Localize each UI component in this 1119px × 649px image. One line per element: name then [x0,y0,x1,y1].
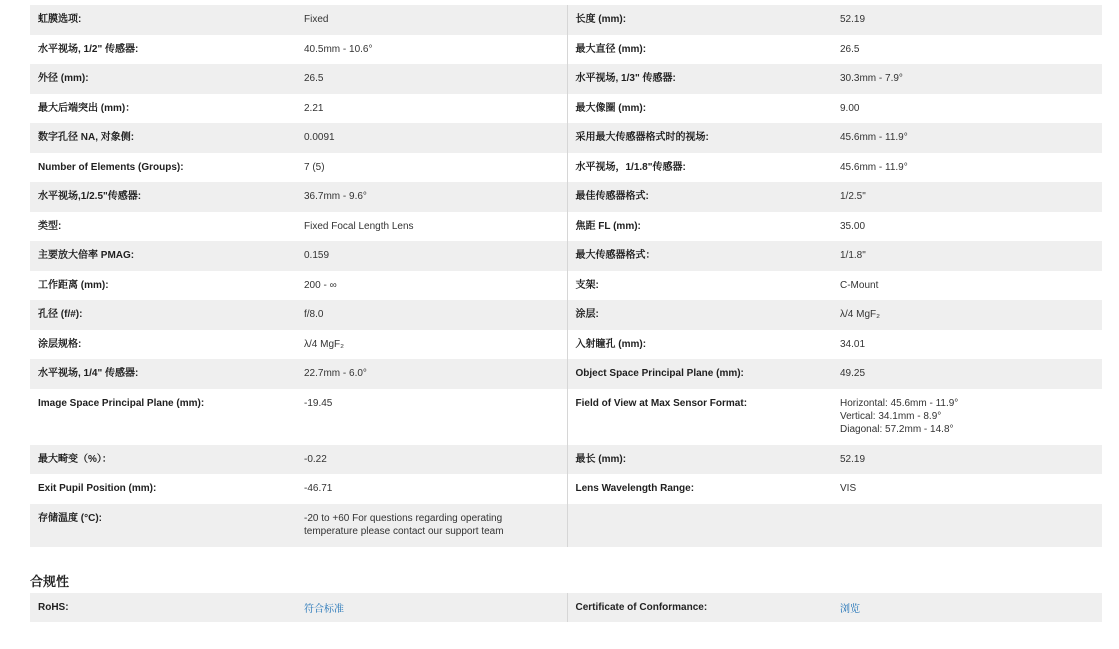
table-row [30,593,1102,622]
spec-value: 0.159 [296,241,567,271]
spec-label: 数字孔径 NA, 对象侧: [30,123,296,153]
spec-label: 涂层规格: [30,330,296,360]
table-row [30,504,1102,547]
spec-value: 22.7mm - 6.0° [296,359,567,389]
spec-value-line: -20 to +60 For questions regarding operating [304,512,503,524]
spec-label [567,504,832,547]
spec-value: 52.19 [832,5,1102,35]
spec-value: Fixed Focal Length Lens [296,212,567,242]
spec-label: 主要放大倍率 PMAG: [30,241,296,271]
spec-label: 孔径 (f/#): [30,300,296,330]
spec-label: 最大传感器格式： [567,241,832,271]
spec-value: f/8.0 [296,300,567,330]
spec-value: 49.25 [832,359,1102,389]
spec-label: 水平视场, 1/4" 传感器: [30,359,296,389]
spec-label: 水平视场,1/2.5"传感器: [30,182,296,212]
table-row [30,153,1102,183]
spec-label: Field of View at Max Sensor Format: [567,389,832,445]
spec-value: 9.00 [832,94,1102,124]
spec-value-line: Diagonal: 57.2mm - 14.8° [840,423,954,435]
spec-label: 类型: [30,212,296,242]
spec-label: 虹膜选项: [30,5,296,35]
spec-value: 200 - ∞ [296,271,567,301]
spec-value [296,504,567,547]
spec-label: 最大后端突出 (mm)： [30,94,296,124]
table-row [30,300,1102,330]
certificate-value-cell [832,593,1102,622]
spec-label: 水平视场，1/1.8"传感器: [567,153,832,183]
spec-value-line: Vertical: 34.1mm - 8.9° [840,410,942,422]
table-row [30,445,1102,475]
spec-label: Exit Pupil Position (mm): [30,474,296,504]
spec-value: 26.5 [296,64,567,94]
spec-label: 长度 (mm): [567,5,832,35]
rohs-label: RoHS: [30,593,296,622]
spec-label: Image Space Principal Plane (mm): [30,389,296,445]
table-row [30,5,1102,35]
spec-value: λ/4 MgF₂ [296,330,567,360]
spec-label: 水平视场, 1/3" 传感器: [567,64,832,94]
spec-label: 最长 (mm): [567,445,832,475]
spec-value: 1/1.8" [832,241,1102,271]
spec-label: 支架: [567,271,832,301]
spec-label: 最佳传感器格式: [567,182,832,212]
spec-label: 采用最大传感器格式时的视场: [567,123,832,153]
spec-value: 0.0091 [296,123,567,153]
compliance-heading: 合规性 [30,574,70,589]
spec-label: 外径 (mm): [30,64,296,94]
table-row [30,474,1102,504]
specifications-table [30,5,1102,547]
spec-value: 45.6mm - 11.9° [832,153,1102,183]
table-row [30,35,1102,65]
rohs-value-cell [296,593,567,622]
compliance-panel [30,593,1102,622]
table-row [30,359,1102,389]
table-row [30,94,1102,124]
spec-label: Number of Elements (Groups): [30,153,296,183]
spec-label: 涂层: [567,300,832,330]
certificate-view-link[interactable]: 浏览 [840,604,860,615]
spec-value: 40.5mm - 10.6° [296,35,567,65]
spec-value: 36.7mm - 9.6° [296,182,567,212]
spec-label: 工作距离 (mm): [30,271,296,301]
spec-value: 26.5 [832,35,1102,65]
table-row [30,182,1102,212]
spec-label: 最大直径 (mm): [567,35,832,65]
spec-value: VIS [832,474,1102,504]
spec-label: 焦距 FL (mm): [567,212,832,242]
spec-value: 2.21 [296,94,567,124]
table-row [30,64,1102,94]
spec-value-line: temperature please contact our support team [304,525,504,537]
table-row [30,123,1102,153]
compliance-table [30,593,1102,622]
spec-label: 入射瞳孔 (mm): [567,330,832,360]
table-row [30,330,1102,360]
spec-label: Object Space Principal Plane (mm): [567,359,832,389]
spec-label: 存储温度 (°C): [30,504,296,547]
spec-value: 34.01 [832,330,1102,360]
spec-value: Fixed [296,5,567,35]
table-row [30,212,1102,242]
spec-value: 30.3mm - 7.9° [832,64,1102,94]
certificate-label: Certificate of Conformance: [567,593,832,622]
spec-value: -46.71 [296,474,567,504]
spec-value: 35.00 [832,212,1102,242]
spec-value: C-Mount [832,271,1102,301]
spec-value-line: Horizontal: 45.6mm - 11.9° [840,397,959,409]
spec-label: 最大畸变（%）： [30,445,296,475]
spec-label: Lens Wavelength Range: [567,474,832,504]
specifications-panel [30,5,1102,547]
spec-value [832,504,1102,547]
spec-value: 52.19 [832,445,1102,475]
table-row [30,271,1102,301]
table-row [30,241,1102,271]
spec-value: 1/2.5" [832,182,1102,212]
rohs-compliant-link[interactable]: 符合标准 [304,604,344,615]
spec-value: 7 (5) [296,153,567,183]
spec-value [832,389,1102,445]
table-row [30,389,1102,445]
spec-value: λ/4 MgF₂ [832,300,1102,330]
spec-label: 水平视场, 1/2" 传感器: [30,35,296,65]
spec-label: 最大像圈 (mm): [567,94,832,124]
spec-value: -19.45 [296,389,567,445]
spec-value: -0.22 [296,445,567,475]
spec-value: 45.6mm - 11.9° [832,123,1102,153]
